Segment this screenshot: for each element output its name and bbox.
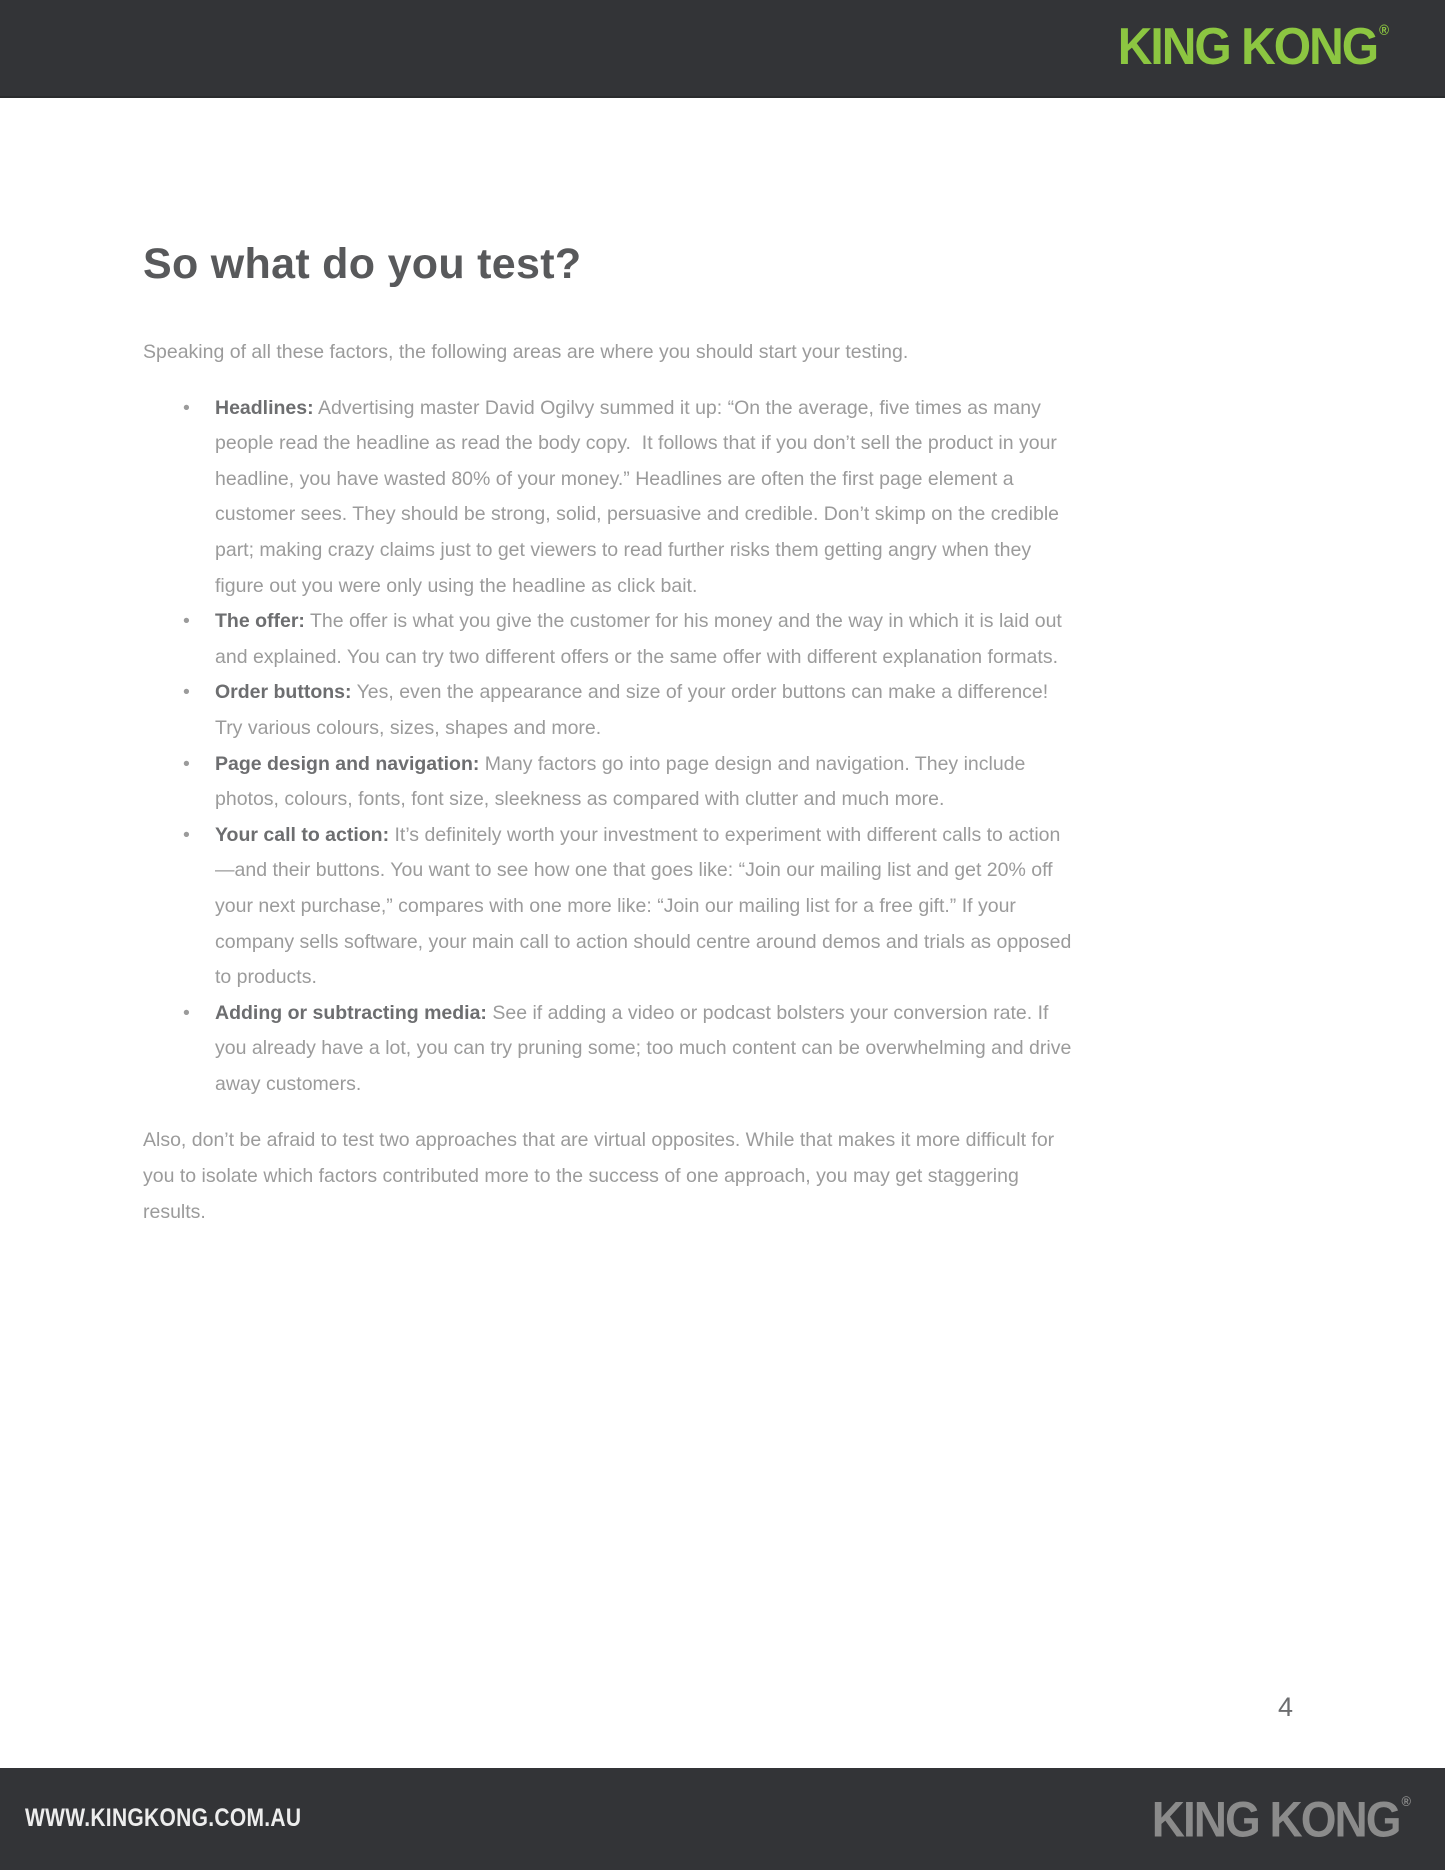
header-bar [0, 0, 1445, 98]
bullet-text: Yes, even the appearance and size of your order buttons can make a difference! Try various colours, sizes, shapes and more. [215, 681, 1054, 739]
bullet-text: The offer is what you give the customer for his money and the way in which it is laid out and explained. You can try two different offers or the same offer with different explanation formats. [215, 610, 1068, 668]
bullet-label: Order buttons: [215, 681, 352, 704]
bullet-label: Adding or subtracting media: [215, 1001, 487, 1024]
bullet-text: It’s definitely worth your investment to experiment with different calls to action—and their buttons. You want to see how one that goes like: “Join our mailing list and get 20% off your next purchase,” compares with one more like: “Join our mailing list for a free gift.” If your company sells software, your main call to action should centre around demos and trials as opposed to products. [215, 823, 1077, 989]
page-title: So what do you test? [143, 240, 582, 288]
registered-mark: ® [1401, 1793, 1411, 1810]
list-item-page-design [143, 747, 1078, 818]
bullet-text: Advertising master David Ogilvy summed it up: “On the average, five times as many people read the headline as read the body copy. It follows that if you don’t sell the product in your headline, you have wasted 80% of your money.” Headlines are often the first page element a customer sees. They should be strong, solid, persuasive and credible. Don’t skimp on the credible part; making crazy claims just to get viewers to read further risks them getting angry when they figure out you were only using the headline as click bait. [215, 396, 1065, 597]
footer-bar [0, 1768, 1445, 1870]
list-item-the-offer [143, 604, 1078, 675]
test-areas-list [143, 391, 1295, 1103]
bullet-label: Headlines: [215, 396, 314, 419]
website-url[interactable]: WWW.KINGKONG.COM.AU [25, 1804, 302, 1832]
list-item-call-to-action [143, 818, 1078, 996]
registered-mark: ® [1379, 22, 1389, 39]
list-item-media [143, 996, 1078, 1103]
logo-text: KING KONG [1151, 1790, 1400, 1848]
bullet-text: Many factors go into page design and navigation. They include photos, colours, fonts, font size, sleekness as compared with clutter and much more. [215, 752, 1031, 811]
bullet-label: The offer: [215, 610, 305, 633]
logo-text: KING KONG [1117, 18, 1378, 77]
list-item-headlines [143, 391, 1078, 605]
page-number: 4 [1277, 1692, 1293, 1722]
page-content [0, 98, 1445, 1230]
bullet-label: Page design and navigation: [215, 752, 480, 775]
closing-paragraph: Also, don’t be afraid to test two approaches that are virtual opposites. While that makes it more difficult for you to isolate which factors contributed more to the success of one approach, you may get staggering results. [143, 1129, 1060, 1223]
bullet-label: Your call to action: [215, 823, 390, 846]
bullet-text: See if adding a video or podcast bolsters your conversion rate. If you already have a lot, you can try pruning some; too much content can be overwhelming and drive away customers. [215, 1001, 1077, 1095]
king-kong-footer-logo [1151, 1790, 1411, 1848]
intro-paragraph: Speaking of all these factors, the following areas are where you should start your testing. [143, 341, 909, 363]
list-item-order-buttons [143, 675, 1078, 746]
king-kong-logo [1117, 18, 1389, 77]
